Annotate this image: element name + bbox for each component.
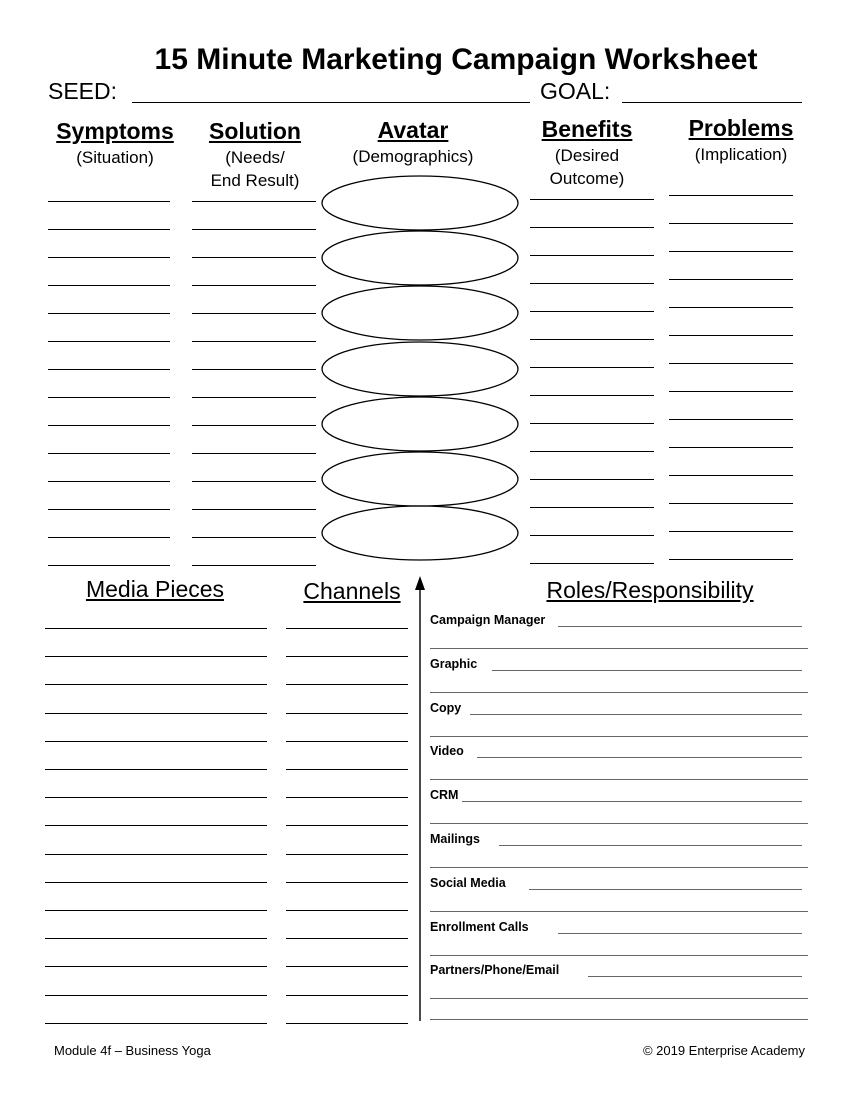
role-fill-line[interactable] bbox=[477, 757, 802, 758]
media-piece-line[interactable] bbox=[45, 713, 267, 714]
role-fill-line[interactable] bbox=[462, 801, 802, 802]
media-piece-line[interactable] bbox=[45, 741, 267, 742]
role-label: Video bbox=[430, 744, 464, 759]
col-sub-symptoms: (Situation) bbox=[76, 148, 154, 167]
role-label: CRM bbox=[430, 788, 459, 803]
role-fill-line[interactable] bbox=[470, 714, 802, 715]
role-extra-line[interactable] bbox=[430, 955, 808, 956]
channel-line[interactable] bbox=[286, 656, 408, 657]
media-piece-line[interactable] bbox=[45, 910, 267, 911]
role-extra-line[interactable] bbox=[430, 648, 808, 649]
col-sub-solution: (Needs/ End Result) bbox=[210, 148, 300, 190]
role-label: Campaign Manager bbox=[430, 613, 546, 627]
media-piece-line[interactable] bbox=[45, 656, 267, 657]
role-label: Mailings bbox=[430, 832, 481, 846]
role-extra-line[interactable] bbox=[430, 692, 808, 693]
channel-line[interactable] bbox=[286, 938, 408, 939]
role-label: Partners/Phone/Email bbox=[430, 963, 560, 978]
channel-line[interactable] bbox=[286, 741, 408, 742]
channel-line[interactable] bbox=[286, 1023, 408, 1024]
section-roles: Roles/Responsibility bbox=[546, 577, 754, 603]
col-heading-solution: Solution bbox=[209, 118, 301, 144]
media-piece-line[interactable] bbox=[45, 628, 267, 629]
role-extra-line[interactable] bbox=[430, 1019, 808, 1020]
role-extra-line[interactable] bbox=[430, 736, 808, 737]
role-label: Social Media bbox=[430, 875, 506, 890]
role-extra-line[interactable] bbox=[430, 911, 808, 912]
role-fill-line[interactable] bbox=[588, 976, 802, 977]
media-piece-line[interactable] bbox=[45, 769, 267, 770]
channel-line[interactable] bbox=[286, 995, 408, 996]
channel-line[interactable] bbox=[286, 769, 408, 770]
avatar-oval[interactable] bbox=[322, 286, 518, 340]
col-heading-symptoms: Symptoms bbox=[56, 118, 174, 144]
role-fill-line[interactable] bbox=[558, 626, 802, 627]
channel-line[interactable] bbox=[286, 628, 408, 629]
role-extra-line[interactable] bbox=[430, 823, 808, 824]
avatar-ovals bbox=[322, 176, 518, 560]
col-heading-avatar: Avatar bbox=[377, 117, 449, 143]
role-fill-line[interactable] bbox=[492, 670, 802, 671]
role-extra-line[interactable] bbox=[430, 867, 808, 868]
media-piece-line[interactable] bbox=[45, 1023, 267, 1024]
channel-line[interactable] bbox=[286, 910, 408, 911]
media-piece-line[interactable] bbox=[45, 684, 267, 685]
media-piece-line[interactable] bbox=[45, 854, 267, 855]
role-fill-line[interactable] bbox=[558, 933, 802, 934]
channel-line[interactable] bbox=[286, 966, 408, 967]
avatar-oval[interactable] bbox=[322, 176, 518, 230]
avatar-oval[interactable] bbox=[322, 231, 518, 285]
media-piece-line[interactable] bbox=[45, 797, 267, 798]
avatar-oval[interactable] bbox=[322, 397, 518, 451]
avatar-oval[interactable] bbox=[322, 506, 518, 560]
seed-label: SEED: bbox=[48, 78, 118, 104]
media-piece-line[interactable] bbox=[45, 995, 267, 996]
section-channels: Channels bbox=[303, 578, 401, 604]
avatar-oval[interactable] bbox=[322, 452, 518, 506]
channel-line[interactable] bbox=[286, 797, 408, 798]
role-label: Enrollment Calls bbox=[430, 919, 529, 934]
col-heading-problems: Problems bbox=[688, 115, 794, 141]
channel-line[interactable] bbox=[286, 882, 408, 883]
channel-line[interactable] bbox=[286, 854, 408, 855]
role-label: Copy bbox=[430, 700, 462, 715]
avatar-oval[interactable] bbox=[322, 342, 518, 396]
role-extra-line[interactable] bbox=[430, 998, 808, 999]
goal-label: GOAL: bbox=[540, 78, 611, 104]
channel-line[interactable] bbox=[286, 713, 408, 714]
media-piece-line[interactable] bbox=[45, 966, 267, 967]
page-title: 15 Minute Marketing Campaign Worksheet bbox=[154, 43, 758, 76]
media-piece-line[interactable] bbox=[45, 882, 267, 883]
channel-line[interactable] bbox=[286, 825, 408, 826]
col-sub-avatar: (Demographics) bbox=[352, 147, 474, 166]
role-extra-line[interactable] bbox=[430, 779, 808, 780]
media-piece-line[interactable] bbox=[45, 825, 267, 826]
footer-left: Module 4f – Business Yoga bbox=[54, 1043, 211, 1058]
col-heading-benefits: Benefits bbox=[541, 116, 633, 142]
col-sub-benefits: (Desired Outcome) bbox=[549, 146, 625, 188]
role-fill-line[interactable] bbox=[499, 845, 802, 846]
col-sub-problems: (Implication) bbox=[694, 145, 788, 164]
section-media-pieces: Media Pieces bbox=[85, 576, 225, 602]
role-label: Graphic bbox=[430, 656, 478, 671]
media-piece-line[interactable] bbox=[45, 938, 267, 939]
role-fill-line[interactable] bbox=[529, 889, 802, 890]
footer-right: © 2019 Enterprise Academy bbox=[642, 1043, 805, 1058]
channel-line[interactable] bbox=[286, 684, 408, 685]
